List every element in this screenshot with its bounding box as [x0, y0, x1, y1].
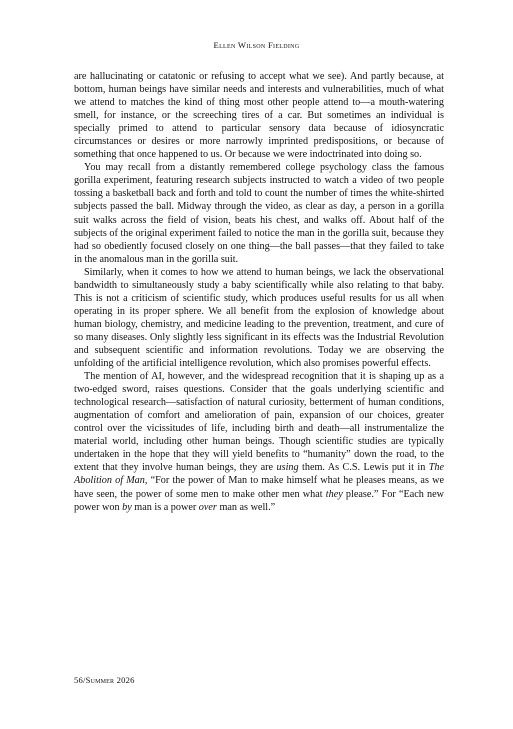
emphasis-over: over [198, 501, 217, 513]
paragraph-4-text-b: them. As C.S. Lewis put it in [298, 462, 429, 474]
emphasis-they: they [325, 488, 343, 500]
article-body [74, 70, 444, 514]
paragraph-3: Similarly, when it comes to how we attend to human beings, we lack the observational bandwidth to simultaneously study a baby scientifically while also relating to that baby. This is not a criticism of scientific study, which produces useful results for us all when operating in its proper sphere. We all benefit from the explosion of knowledge about human biology, chemistry, and medicine leading to the prevention, treatment, and cure of so many diseases. Only slightly less significant in its effects was the Industrial Revolution and subsequent scientific and information revolutions. Today we are observing the unfolding of the artificial intelligence revolution, which also promises powerful effects. [74, 266, 444, 370]
book-title: The Abolition of Man [74, 462, 444, 487]
paragraph-4-text-c: , “For the power of Man to make himself what he pleases means, as we have seen, the power of some men to make other men what [74, 475, 444, 500]
paragraph-4 [74, 370, 444, 514]
paragraph-4-text-f: man as well.” [216, 501, 276, 513]
running-head-author: Ellen Wilson Fielding [213, 40, 300, 50]
emphasis-by: by [122, 501, 132, 513]
paragraph-4-text-e: man is a power [131, 501, 199, 513]
paragraph-4-text-d: please.” For “Each new power won [74, 488, 445, 513]
emphasis-using: using [276, 462, 299, 474]
page-folio: 56/Summer 2026 [74, 675, 135, 685]
paragraph-1: are hallucinating or catatonic or refusing to accept what we see). And partly because, at bottom, human beings have similar needs and interests and vulnerabilities, much of what we attend to matches the kind of thing most other people attend to—a mouth-watering smell, for instance, or the screeching tires of a car. But sometimes an individual is specially primed to attend to particular sensory data because of idiosyncratic circumstances or desires or more narrowly imprinted predispositions, or because of something that once happened to us. Or because we were indoctrinated into doing so. [74, 71, 444, 161]
paragraph-2: You may recall from a distantly remembered college psychology class the famous gorilla experiment, featuring research subjects instructed to watch a video of two people tossing a basketball back and forth and told to count the number of times the white-shirted subjects passed the ball. Midway through the video, as clear as day, a person in a gorilla suit walks across the field of vision, beats his chest, and walks off. About half of the subjects of the original experiment failed to notice the man in the gorilla suit, because they had so obediently focused closely on one thing—the ball passes—that they failed to take in the anomalous man in the gorilla suit. [74, 162, 444, 265]
paragraph-4-text-a: The mention of AI, however, and the widespread recognition that it is shaping up as a two-edged sword, raises questions. Consider that the goals underlying scientific and technological research—satisfaction of natural curiosity, betterment of human conditions, augmentation of comfort and amelioration of pain, expansion of our choices, greater control over the vicissitudes of life, including birth and death—all instrumentalize the material world, including other human beings. Though scientific studies are typically undertaken in the hope that they will yield benefits to “humanity” down the road, to the extent that they involve human beings, they are [74, 371, 444, 474]
